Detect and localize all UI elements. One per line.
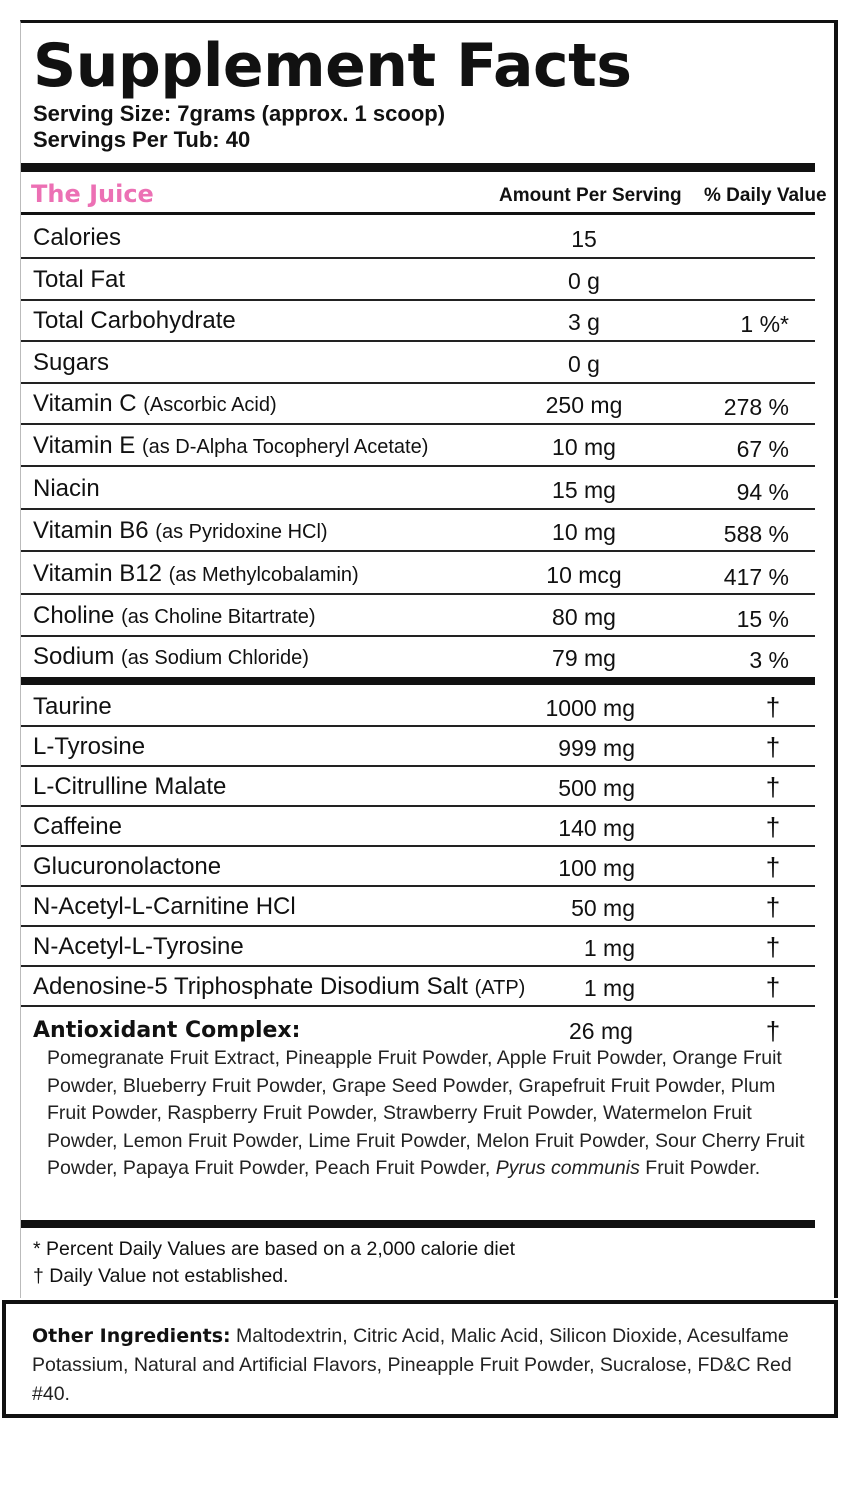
other-ingredients-label: Other Ingredients: <box>32 1325 231 1347</box>
nutrient-source: (as D-Alpha Tocopheryl Acetate) <box>141 436 429 458</box>
ingredient-daily-value: † <box>765 932 781 962</box>
nutrient-row <box>21 383 815 425</box>
nutrient-name-text: Sugars <box>33 349 110 376</box>
nutrient-row <box>21 510 815 552</box>
nutrient-daily-value: 588 % <box>723 521 789 547</box>
thick-rule-bottom <box>21 1220 815 1228</box>
nutrient-row <box>21 425 815 467</box>
ingredient-daily-value: † <box>765 772 781 802</box>
ingredient-name-text: Glucuronolactone <box>33 853 222 880</box>
other-ingredients-text <box>32 1322 802 1409</box>
nutrient-row <box>21 468 815 510</box>
daily-value-column-header: % Daily Value <box>704 185 827 206</box>
ingredient-row <box>21 967 815 1007</box>
nutrient-name-text: Calories <box>33 224 122 251</box>
footnote-not-established: † Daily Value not established. <box>33 1265 289 1287</box>
ingredient-amount: 1000 mg <box>545 695 635 721</box>
nutrient-daily-value: 278 % <box>723 394 789 420</box>
nutrient-amount: 15 <box>571 226 597 252</box>
ingredient-name-text: Taurine <box>33 693 112 720</box>
nutrient-name <box>33 349 109 377</box>
ingredient-name <box>33 933 244 961</box>
nutrient-row <box>21 342 815 384</box>
other-ingredients-box <box>2 1300 838 1418</box>
nutrient-source: (as Sodium Chloride) <box>121 647 309 669</box>
servings-per-value: 40 <box>225 127 251 152</box>
nutrient-name <box>33 432 428 460</box>
nutrient-row <box>21 259 815 301</box>
nutrient-name-text: Niacin <box>33 475 100 502</box>
ingredient-daily-value: † <box>765 692 781 722</box>
nutrient-daily-value: 94 % <box>736 479 789 505</box>
nutrient-name <box>33 390 277 418</box>
antioxidant-list-italic: Pyrus communis <box>495 1157 640 1179</box>
nutrient-row <box>21 300 815 342</box>
serving-size-label: Serving Size: <box>33 101 172 126</box>
ingredient-daily-value: † <box>765 732 781 762</box>
ingredient-name-text: Caffeine <box>33 813 122 840</box>
ingredient-amount: 1 mg <box>583 935 635 961</box>
ingredient-amount: 999 mg <box>558 735 635 761</box>
ingredient-amount: 500 mg <box>558 775 635 801</box>
serving-size-value: 7grams (approx. 1 scoop) <box>177 101 446 126</box>
footnote-daily-values: * Percent Daily Values are based on a 2,000 calorie diet <box>33 1238 516 1260</box>
nutrient-row <box>21 553 815 595</box>
column-header-row <box>21 176 827 212</box>
nutrient-name-text: Vitamin B12 <box>33 560 162 587</box>
nutrient-amount: 10 mg <box>552 434 616 460</box>
nutrient-name-text: Sodium <box>33 643 115 670</box>
nutrient-amount: 3 g <box>568 309 600 335</box>
nutrient-source: (Ascorbic Acid) <box>143 394 277 416</box>
antioxidant-list-end: Fruit Powder. <box>645 1157 761 1179</box>
nutrient-source: (as Methylcobalamin) <box>168 564 359 586</box>
ingredient-name <box>33 733 145 761</box>
nutrient-amount: 0 g <box>568 351 600 377</box>
nutrient-name-text: Vitamin E <box>33 432 136 459</box>
nutrient-daily-value: 3 % <box>749 647 789 673</box>
ingredient-amount: 50 mg <box>571 895 635 921</box>
ingredient-daily-value: † <box>765 812 781 842</box>
ingredient-row <box>21 847 815 887</box>
ingredient-name-text: L-Citrulline Malate <box>33 773 227 800</box>
thick-rule-middle <box>21 677 815 685</box>
ingredient-name-text: L-Tyrosine <box>33 733 146 760</box>
nutrient-name <box>33 224 121 252</box>
ingredient-name <box>33 973 525 1001</box>
nutrient-row <box>21 595 815 637</box>
nutrient-name <box>33 560 359 588</box>
other-ingredients-list: Maltodextrin, Citric Acid, Malic Acid, Silicon Dioxide, Acesulfame Potassium, Natural and Artificial Flavors, Pineapple Fruit Powder, Sucralose, FD&C Red #40. <box>32 1325 792 1405</box>
nutrient-name-text: Total Carbohydrate <box>33 307 236 334</box>
nutrient-amount: 10 mg <box>552 519 616 545</box>
nutrient-source: (as Choline Bitartrate) <box>121 606 316 628</box>
ingredient-name-text: N-Acetyl-L-Carnitine HCl <box>33 893 296 920</box>
nutrient-amount: 79 mg <box>552 645 616 671</box>
section-name: The Juice <box>31 180 154 208</box>
ingredient-name <box>33 693 112 721</box>
nutrient-name-text: Total Fat <box>33 266 126 293</box>
antioxidant-daily-value: † <box>765 1016 781 1046</box>
thick-rule-top <box>21 163 815 172</box>
nutrient-daily-value: 67 % <box>736 436 789 462</box>
nutrient-name <box>33 602 316 630</box>
ingredient-row <box>21 767 815 807</box>
amount-column-header: Amount Per Serving <box>499 185 682 206</box>
nutrient-daily-value: 1 %* <box>740 311 789 337</box>
ingredient-amount: 140 mg <box>558 815 635 841</box>
nutrient-amount: 0 g <box>568 268 600 294</box>
ingredient-name <box>33 773 226 801</box>
nutrient-name <box>33 475 100 503</box>
ingredient-name-text: Adenosine-5 Triphosphate Disodium Salt <box>33 973 468 1000</box>
ingredient-row <box>21 687 815 727</box>
nutrient-amount: 250 mg <box>545 392 623 418</box>
ingredient-daily-value: † <box>765 852 781 882</box>
antioxidant-list-text: Pomegranate Fruit Extract, Pineapple Fruit Powder, Apple Fruit Powder, Orange Fruit Powder, Blueberry Fruit Powder, Grape Seed Powder, Grapefruit Fruit Powder, Plum Fruit Powder, Raspberry Fruit Powder, Strawberry Fruit Powder, Watermelon Fruit Powder, Lemon Fruit Powder, Lime Fruit Powder, Melon Fruit Powder, Sour Cherry Fruit Powder, Papaya Fruit Powder, Peach Fruit Powder, <box>47 1047 805 1179</box>
nutrient-name <box>33 307 236 335</box>
header-rule <box>21 212 815 215</box>
nutrient-name <box>33 643 309 671</box>
nutrient-name <box>33 517 328 545</box>
ingredient-row <box>21 807 815 847</box>
ingredient-row <box>21 887 815 927</box>
nutrient-source: (as Pyridoxine HCl) <box>155 521 328 543</box>
ingredient-amount: 1 mg <box>583 975 635 1001</box>
ingredient-row <box>21 927 815 967</box>
nutrient-name-text: Vitamin B6 <box>33 517 149 544</box>
ingredient-name-text: N-Acetyl-L-Tyrosine <box>33 933 244 960</box>
ingredient-amount: 100 mg <box>558 855 635 881</box>
ingredient-row <box>21 727 815 767</box>
nutrient-row <box>21 217 815 259</box>
nutrient-daily-value: 417 % <box>723 564 789 590</box>
antioxidant-name: Antioxidant Complex: <box>33 1018 301 1043</box>
nutrient-row <box>21 636 815 678</box>
servings-per-container <box>33 127 250 153</box>
nutrient-name-text: Vitamin C <box>33 390 137 417</box>
nutrient-name <box>33 266 125 294</box>
panel-title: Supplement Facts <box>33 31 632 101</box>
antioxidant-amount: 26 mg <box>569 1018 633 1044</box>
ingredient-daily-value: † <box>765 972 781 1002</box>
ingredient-daily-value: † <box>765 892 781 922</box>
nutrient-amount: 15 mg <box>552 477 616 503</box>
servings-per-label: Servings Per Tub: <box>33 127 220 152</box>
nutrient-amount: 10 mcg <box>546 562 622 588</box>
ingredient-abbrev: (ATP) <box>474 977 526 999</box>
nutrient-daily-value: 15 % <box>736 606 789 632</box>
ingredient-name <box>33 893 296 921</box>
ingredient-name <box>33 813 122 841</box>
nutrient-amount: 80 mg <box>552 604 616 630</box>
antioxidant-ingredient-list <box>47 1045 807 1183</box>
serving-size <box>33 101 445 127</box>
nutrient-name-text: Choline <box>33 602 115 629</box>
supplement-facts-panel <box>20 20 838 1298</box>
ingredient-name <box>33 853 221 881</box>
